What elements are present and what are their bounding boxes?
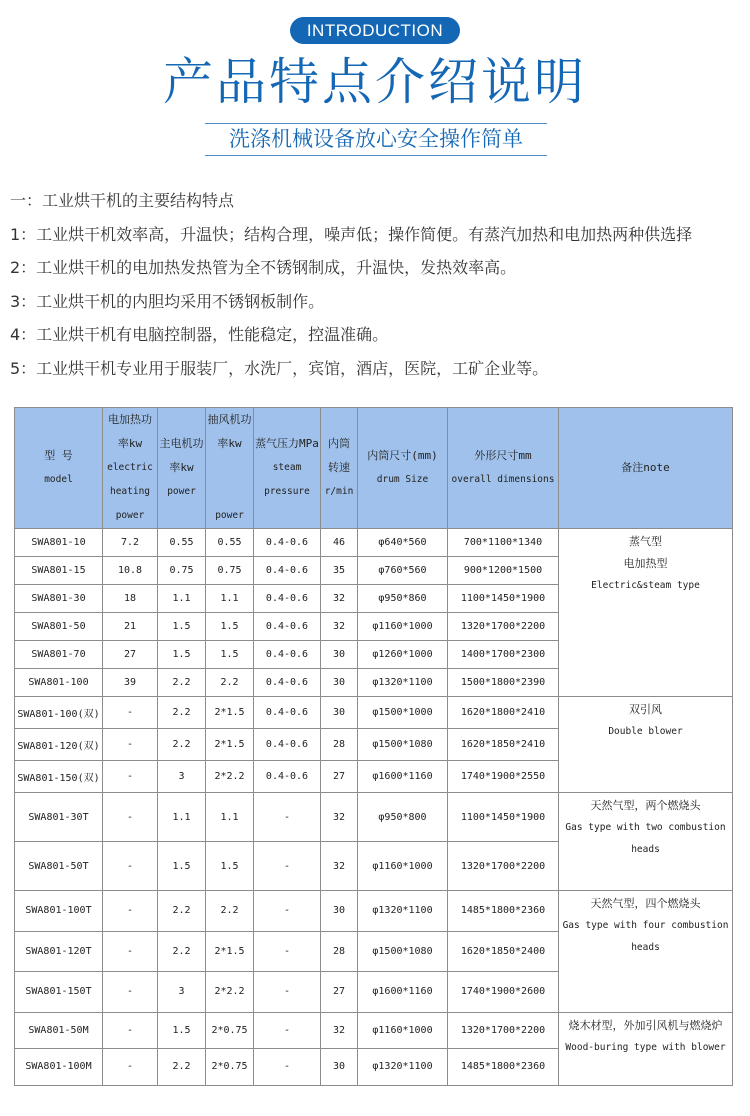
table-cell: -	[254, 842, 321, 891]
table-cell: SWA801-100(双)	[15, 697, 103, 729]
table-cell: φ1160*1000	[358, 613, 448, 641]
header-text: 率kw	[117, 437, 143, 450]
table-cell: 32	[321, 613, 358, 641]
table-cell: 1500*1800*2390	[448, 669, 559, 697]
table-cell: 2*1.5	[206, 697, 254, 729]
table-cell: 2.2	[158, 697, 206, 729]
page-title: 产品特点介绍说明	[163, 53, 587, 111]
header-text: 转速	[328, 461, 350, 474]
table-cell: SWA801-50T	[15, 842, 103, 891]
header-text: 内筒	[328, 437, 350, 450]
table-cell: 3	[158, 972, 206, 1013]
table-cell: 7.2	[103, 529, 158, 557]
note-text: Double blower	[608, 726, 683, 737]
table-cell: SWA801-15	[15, 557, 103, 585]
table-cell: -	[103, 931, 158, 972]
header-text: 率kw	[217, 437, 242, 450]
table-cell: 2.2	[158, 669, 206, 697]
table-cell: φ1500*1080	[358, 931, 448, 972]
table-cell: φ1500*1000	[358, 697, 448, 729]
table-cell: 2*0.75	[206, 1049, 254, 1086]
header-text: drum Size	[376, 474, 429, 485]
table-cell: 2.2	[158, 891, 206, 932]
table-cell: 0.55	[158, 529, 206, 557]
table-cell: 30	[321, 669, 358, 697]
header-text: 外形尺寸mm	[474, 449, 532, 462]
table-cell: 1.5	[206, 842, 254, 891]
table-cell: SWA801-150(双)	[15, 761, 103, 793]
header-fan-power	[206, 408, 254, 529]
table-cell: 2.2	[158, 931, 206, 972]
table-cell: 900*1200*1500	[448, 557, 559, 585]
subtitle-frame	[205, 123, 547, 156]
header-drum-size	[358, 408, 448, 529]
table-cell: -	[103, 1012, 158, 1049]
table-cell: φ1160*1000	[358, 842, 448, 891]
note-text: Electric&steam type	[591, 580, 700, 591]
table-cell: 1.1	[206, 585, 254, 613]
table-cell: SWA801-100M	[15, 1049, 103, 1086]
table-cell: 1320*1700*2200	[448, 842, 559, 891]
table-cell: -	[103, 761, 158, 793]
table-cell: 28	[321, 931, 358, 972]
table-cell: SWA801-100	[15, 669, 103, 697]
table-cell: -	[103, 842, 158, 891]
table-cell: 30	[321, 697, 358, 729]
table-cell: 0.4-0.6	[254, 641, 321, 669]
table-cell: 2*0.75	[206, 1012, 254, 1049]
table-cell: 35	[321, 557, 358, 585]
table-cell: 0.4-0.6	[254, 761, 321, 793]
table-cell: 32	[321, 585, 358, 613]
table-cell: 1100*1450*1900	[448, 793, 559, 842]
note-cell	[559, 891, 733, 1013]
header-spacer	[206, 480, 253, 504]
table-cell: SWA801-150T	[15, 972, 103, 1013]
table-cell: -	[254, 931, 321, 972]
table-cell: SWA801-120(双)	[15, 729, 103, 761]
header-text: 电加热功	[108, 413, 152, 426]
table-cell: -	[103, 1049, 158, 1086]
header-model-cn: 型 号	[44, 449, 73, 462]
note-text: 烧木材型，外加引风机与燃烧炉	[568, 1018, 723, 1032]
table-cell: -	[254, 972, 321, 1013]
table-cell: 0.4-0.6	[254, 585, 321, 613]
header-text: electric	[107, 462, 153, 473]
table-cell: 1100*1450*1900	[448, 585, 559, 613]
table-cell: SWA801-70	[15, 641, 103, 669]
header-text: power	[215, 510, 244, 521]
table-cell: φ950*800	[358, 793, 448, 842]
table-cell: -	[103, 891, 158, 932]
feature-item: 3：工业烘干机的内胆均采用不锈钢板制作。	[10, 291, 325, 311]
note-cell	[559, 793, 733, 891]
table-cell: SWA801-120T	[15, 931, 103, 972]
table-cell: -	[254, 793, 321, 842]
table-cell: 18	[103, 585, 158, 613]
header-text: 蒸气压力MPa	[255, 437, 319, 450]
table-cell: 1485*1800*2360	[448, 891, 559, 932]
table-cell: 1740*1900*2600	[448, 972, 559, 1013]
table-cell: 1740*1900*2550	[448, 761, 559, 793]
table-row	[15, 1012, 733, 1049]
table-cell: 1.5	[206, 641, 254, 669]
header-main-motor-power	[158, 408, 206, 529]
header-text: 率kw	[169, 461, 194, 474]
header-note	[559, 408, 733, 529]
header-electric-heating-power	[103, 408, 158, 529]
table-header-row	[15, 408, 733, 529]
table-body	[15, 529, 733, 1086]
table-cell: SWA801-100T	[15, 891, 103, 932]
table-cell: 30	[321, 1049, 358, 1086]
table-cell: 30	[321, 641, 358, 669]
header-text: r/min	[324, 486, 354, 497]
note-cell	[559, 1012, 733, 1085]
header-text: steam	[272, 462, 302, 473]
table-cell: 1320*1700*2200	[448, 613, 559, 641]
header-overall-dimensions	[448, 408, 559, 529]
table-cell: 30	[321, 891, 358, 932]
table-cell: SWA801-10	[15, 529, 103, 557]
table-cell: SWA801-30	[15, 585, 103, 613]
table-cell: 1620*1850*2410	[448, 729, 559, 761]
table-cell: SWA801-30T	[15, 793, 103, 842]
header-text: 内筒尺寸(mm)	[367, 449, 438, 462]
note-text: 电加热型	[623, 557, 668, 570]
table-cell: 0.4-0.6	[254, 557, 321, 585]
table-cell: φ1320*1100	[358, 1049, 448, 1086]
header-text: 主电机功	[159, 437, 204, 450]
note-text: 蒸气型	[629, 535, 662, 548]
table-cell: 2*2.2	[206, 761, 254, 793]
header-steam-pressure	[254, 408, 321, 529]
table-cell: 1.1	[158, 793, 206, 842]
note-text: Gas type with two combustion heads	[565, 822, 726, 855]
table-cell: 0.4-0.6	[254, 613, 321, 641]
table-cell: 1.1	[206, 793, 254, 842]
note-cell	[559, 529, 733, 697]
table-cell: 1.5	[158, 1012, 206, 1049]
note-text: Gas type with four combustion heads	[562, 920, 729, 953]
table-cell: 2.2	[158, 1049, 206, 1086]
table-cell: -	[254, 1049, 321, 1086]
table-cell: 1320*1700*2200	[448, 1012, 559, 1049]
table-cell: 2.2	[206, 891, 254, 932]
table-cell: 0.4-0.6	[254, 529, 321, 557]
table-cell: 1.1	[158, 585, 206, 613]
table-cell: 0.4-0.6	[254, 669, 321, 697]
table-cell: φ1260*1000	[358, 641, 448, 669]
table-cell: 700*1100*1340	[448, 529, 559, 557]
table-cell: -	[103, 793, 158, 842]
feature-item: 2：工业烘干机的电加热发热管为全不锈钢制成，升温快，发热效率高。	[10, 258, 517, 277]
table-cell: -	[103, 729, 158, 761]
table-cell: φ950*860	[358, 585, 448, 613]
features-list	[10, 184, 750, 385]
table-row	[15, 793, 733, 842]
table-cell: φ1600*1160	[358, 972, 448, 1013]
table-cell: 1.5	[158, 613, 206, 641]
table-cell: 2*2.2	[206, 972, 254, 1013]
table-cell: 46	[321, 529, 358, 557]
table-cell: 32	[321, 842, 358, 891]
table-cell: 1400*1700*2300	[448, 641, 559, 669]
features-heading: 一：工业烘干机的主要结构特点	[10, 191, 235, 210]
header-text: pressure	[264, 486, 310, 497]
table-cell: SWA801-50M	[15, 1012, 103, 1049]
note-text: Wood-buring type with blower	[565, 1041, 726, 1053]
table-row	[15, 529, 733, 557]
note-text: 天然气型，四个燃烧头	[590, 897, 701, 910]
header-text: power	[115, 510, 145, 521]
table-cell: 21	[103, 613, 158, 641]
header-spacer	[206, 456, 253, 480]
table-cell: 1.5	[158, 641, 206, 669]
table-cell: 1620*1800*2410	[448, 697, 559, 729]
table-cell: 2.2	[158, 729, 206, 761]
feature-item: 4：工业烘干机有电脑控制器，性能稳定，控温准确。	[10, 325, 389, 344]
note-text: 双引风	[629, 703, 662, 716]
table-cell: φ1600*1160	[358, 761, 448, 793]
table-row	[15, 891, 733, 932]
table-cell: 1620*1850*2400	[448, 931, 559, 972]
table-cell: 27	[321, 761, 358, 793]
table-cell: φ1160*1000	[358, 1012, 448, 1049]
table-cell: 0.75	[158, 557, 206, 585]
table-cell: SWA801-50	[15, 613, 103, 641]
header-text: 抽风机功	[207, 413, 252, 426]
header-text: overall dimensions	[451, 474, 555, 485]
note-cell	[559, 697, 733, 793]
table-cell: 2*1.5	[206, 729, 254, 761]
table-cell: φ640*560	[358, 529, 448, 557]
introduction-badge: INTRODUCTION	[290, 17, 460, 44]
header-text: heating	[109, 486, 151, 497]
table-cell: 2*1.5	[206, 931, 254, 972]
table-cell: -	[254, 891, 321, 932]
table-cell: 32	[321, 1012, 358, 1049]
table-cell: φ760*560	[358, 557, 448, 585]
table-cell: 0.4-0.6	[254, 729, 321, 761]
table-cell: 10.8	[103, 557, 158, 585]
table-cell: 39	[103, 669, 158, 697]
page-subtitle: 洗涤机械设备放心安全操作简单	[229, 127, 523, 151]
table-cell: 1.5	[206, 613, 254, 641]
table-cell: 0.4-0.6	[254, 697, 321, 729]
table-cell: -	[254, 1012, 321, 1049]
table-cell: 32	[321, 793, 358, 842]
table-cell: φ1320*1100	[358, 669, 448, 697]
table-cell: -	[103, 697, 158, 729]
feature-item: 1：工业烘干机效率高，升温快；结构合理，噪声低；操作简便。有蒸汽加热和电加热两种供选择	[10, 224, 693, 244]
table-cell: 2.2	[206, 669, 254, 697]
table-cell: 27	[103, 641, 158, 669]
header-model	[15, 408, 103, 529]
header-text: 备注note	[621, 461, 670, 474]
table-cell: 0.55	[206, 529, 254, 557]
table-cell: 27	[321, 972, 358, 1013]
table-cell: φ1500*1080	[358, 729, 448, 761]
header-model-en: model	[44, 474, 73, 485]
table-cell: 0.75	[206, 557, 254, 585]
spec-table	[14, 407, 733, 1086]
table-cell: 28	[321, 729, 358, 761]
table-cell: -	[103, 972, 158, 1013]
header-drum-speed	[321, 408, 358, 529]
table-row	[15, 697, 733, 729]
note-text: 天然气型，两个燃烧头	[590, 799, 701, 812]
table-cell: 1.5	[158, 842, 206, 891]
header-text: power	[167, 486, 196, 497]
feature-item: 5：工业烘干机专业用于服装厂，水洗厂，宾馆，酒店，医院，工矿企业等。	[10, 358, 549, 378]
table-cell: 3	[158, 761, 206, 793]
table-cell: 1485*1800*2360	[448, 1049, 559, 1086]
table-cell: φ1320*1100	[358, 891, 448, 932]
